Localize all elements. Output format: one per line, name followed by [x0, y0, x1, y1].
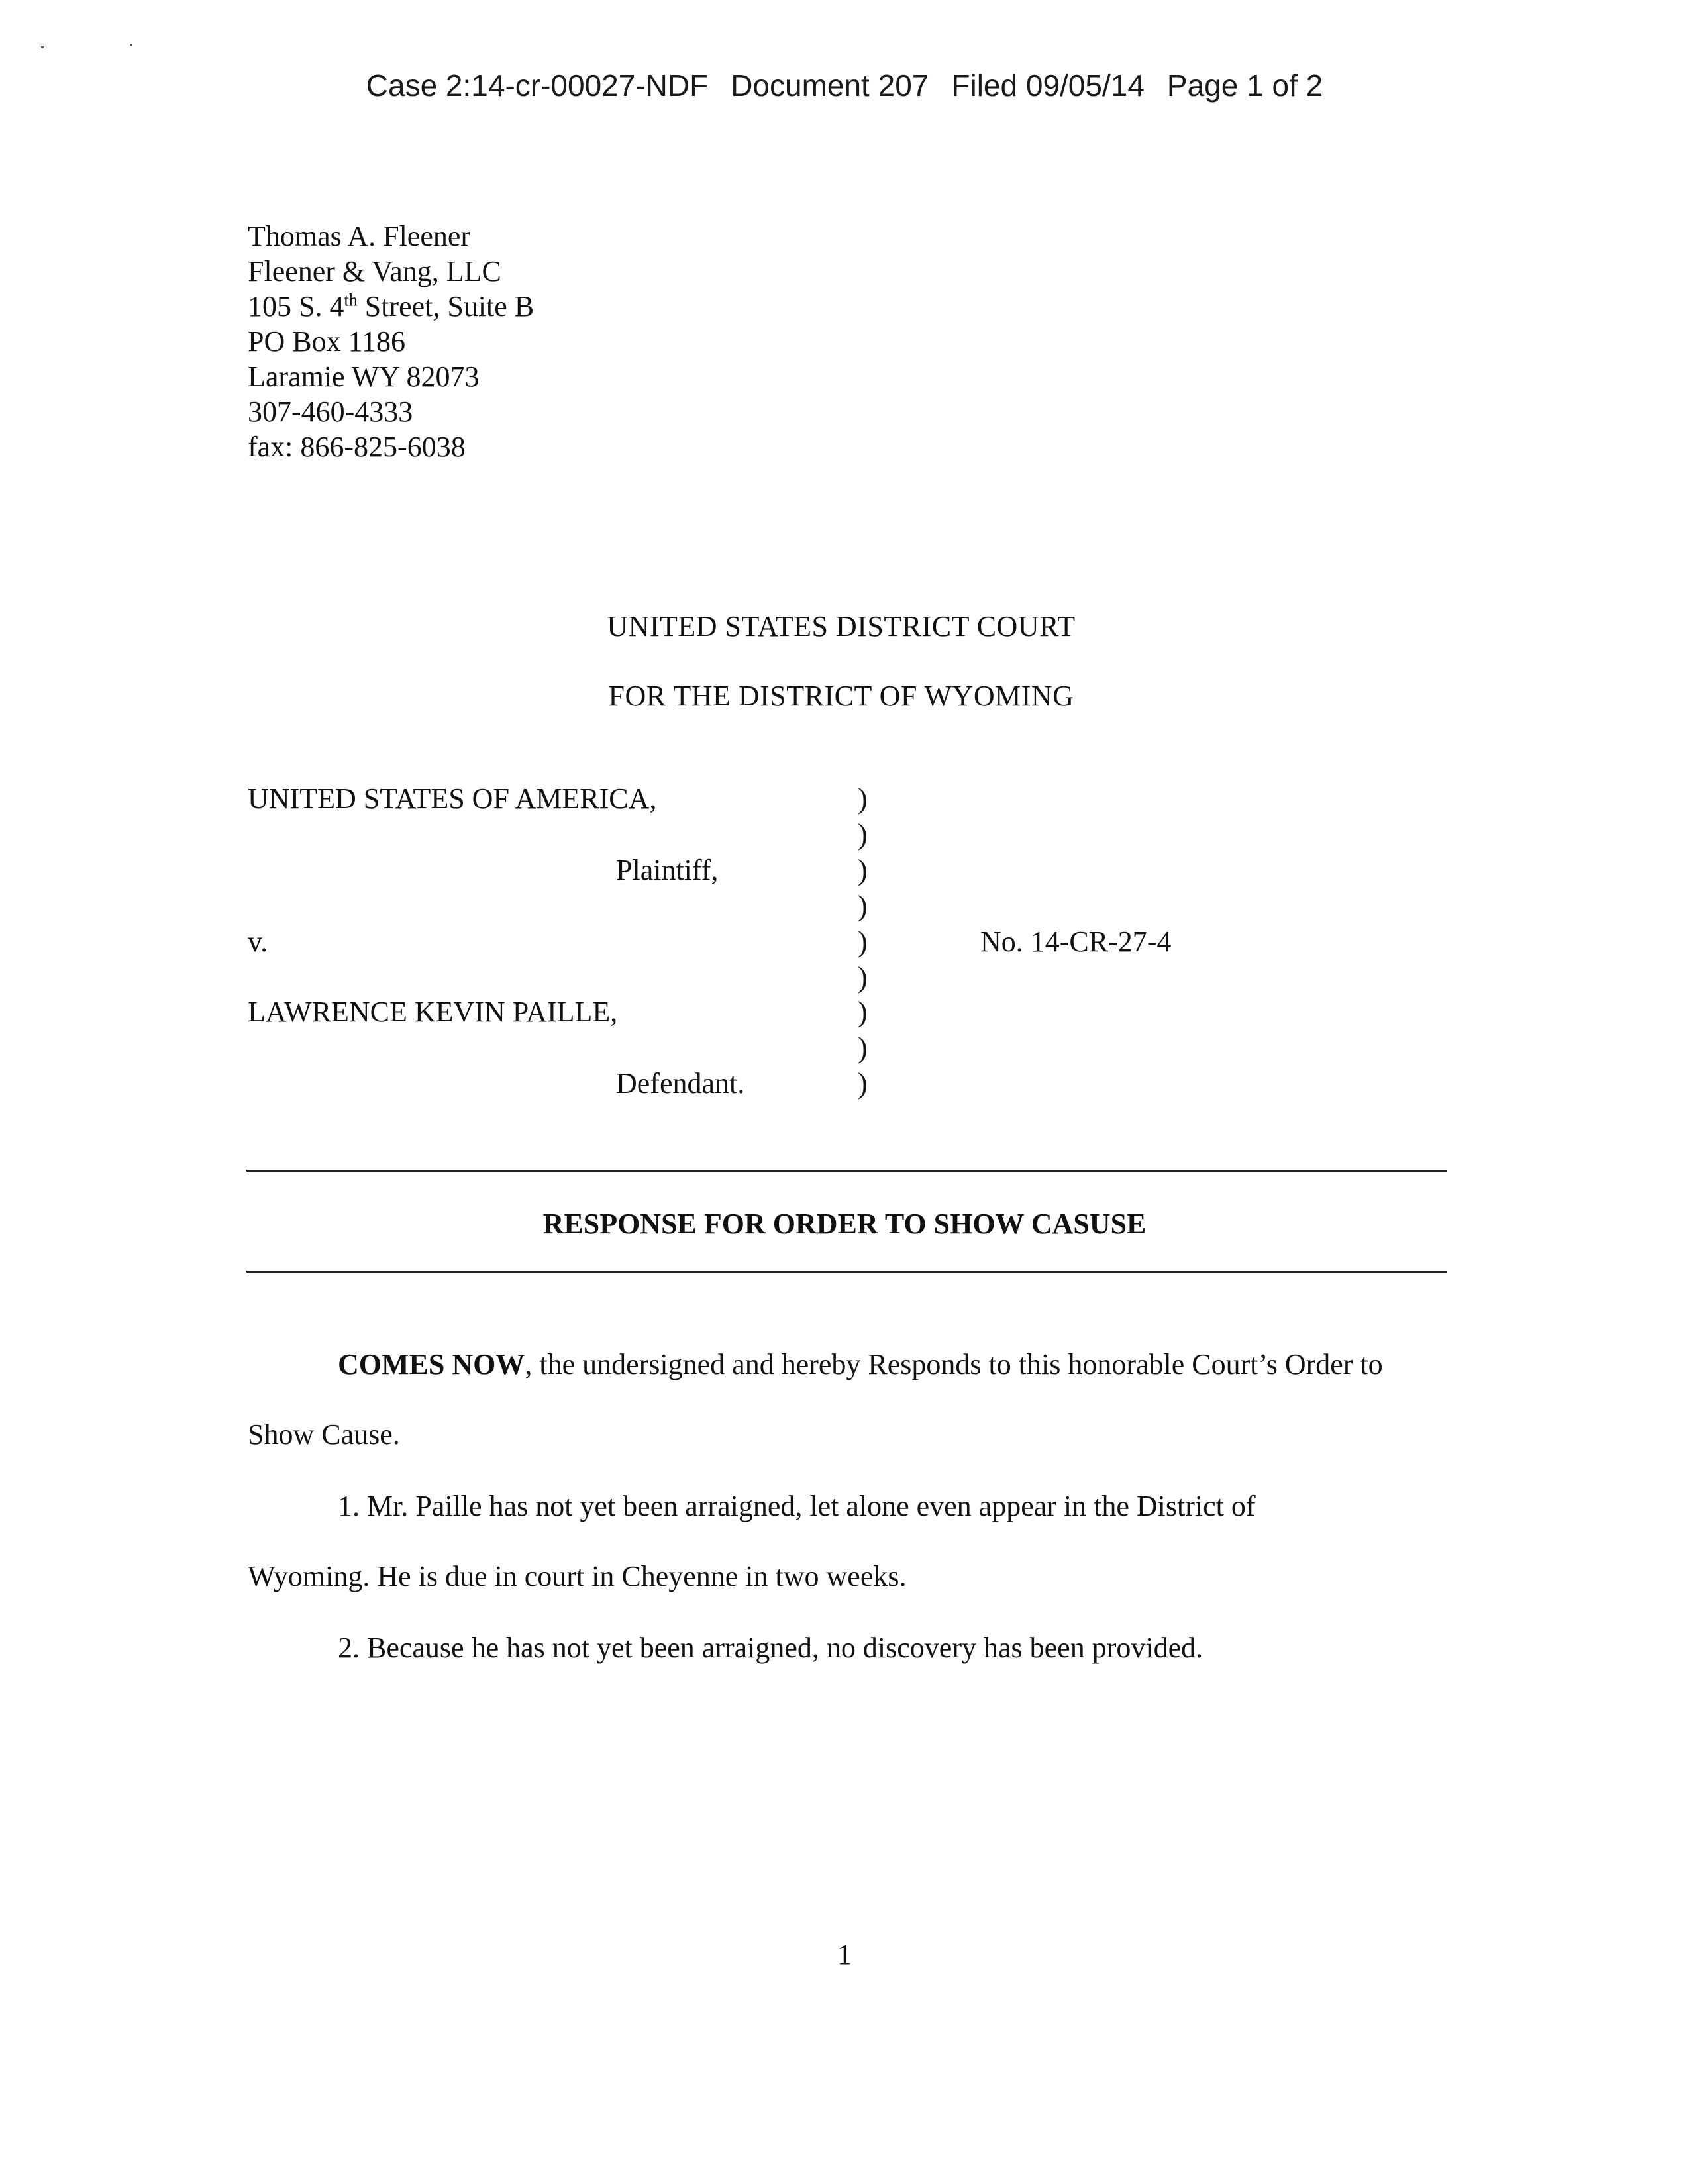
comes-now: COMES NOW [338, 1348, 525, 1380]
caption-paren: ) [858, 782, 868, 815]
page-count-header: Page 1 of 2 [1166, 68, 1323, 103]
caption-paren: ) [858, 925, 868, 958]
plaintiff-name: UNITED STATES OF AMERICA, [248, 782, 657, 815]
title-rule-top [246, 1170, 1447, 1172]
page-number: 1 [837, 1938, 852, 1971]
versus: v. [248, 925, 268, 958]
attorney-phone: 307-460-4333 [248, 395, 413, 428]
caption-paren: ) [858, 818, 868, 851]
attorney-po-box: PO Box 1186 [248, 325, 405, 358]
scan-speck [41, 46, 44, 48]
item-1-line2: Wyoming. He is due in court in Cheyenne in two weeks. [248, 1560, 907, 1592]
document-number-header: Document 207 [731, 68, 929, 103]
caption-paren: ) [858, 890, 868, 922]
attorney-city: Laramie WY 82073 [248, 360, 480, 393]
item-2: 2. Because he has not yet been arraigned, no discovery has been provided. [338, 1632, 1203, 1664]
intro-paragraph-line1: COMES NOW, the undersigned and hereby Responds to this honorable Court’s Order to [338, 1348, 1383, 1380]
case-number: No. 14-CR-27-4 [980, 925, 1172, 958]
defendant-name: LAWRENCE KEVIN PAILLE, [248, 996, 618, 1028]
document-title: RESPONSE FOR ORDER TO SHOW CASUSE [542, 1208, 1147, 1240]
caption-paren: ) [858, 1067, 868, 1100]
attorney-street: 105 S. 4th Street, Suite B [248, 290, 535, 323]
caption-paren: ) [858, 854, 868, 886]
title-rule-bottom [246, 1271, 1447, 1273]
filed-date-header: Filed 09/05/14 [951, 68, 1145, 103]
caption-paren: ) [858, 961, 868, 994]
attorney-name: Thomas A. Fleener [248, 220, 471, 252]
court-name: UNITED STATES DISTRICT COURT [607, 610, 1076, 643]
defendant-label: Defendant. [616, 1067, 745, 1100]
attorney-firm: Fleener & Vang, LLC [248, 255, 501, 287]
intro-paragraph-line2: Show Cause. [248, 1418, 400, 1451]
case-number-header: Case 2:14-cr-00027-NDF [366, 68, 709, 103]
plaintiff-label: Plaintiff, [616, 854, 719, 886]
caption-paren: ) [858, 1031, 868, 1064]
attorney-block [248, 219, 534, 464]
filing-header [0, 68, 1689, 103]
scan-speck [130, 44, 132, 46]
item-1-line1: 1. Mr. Paille has not yet been arraigned, let alone even appear in the District of [338, 1490, 1256, 1522]
court-district: FOR THE DISTRICT OF WYOMING [608, 680, 1074, 712]
attorney-fax: fax: 866-825-6038 [248, 431, 466, 463]
caption-paren: ) [858, 996, 868, 1028]
